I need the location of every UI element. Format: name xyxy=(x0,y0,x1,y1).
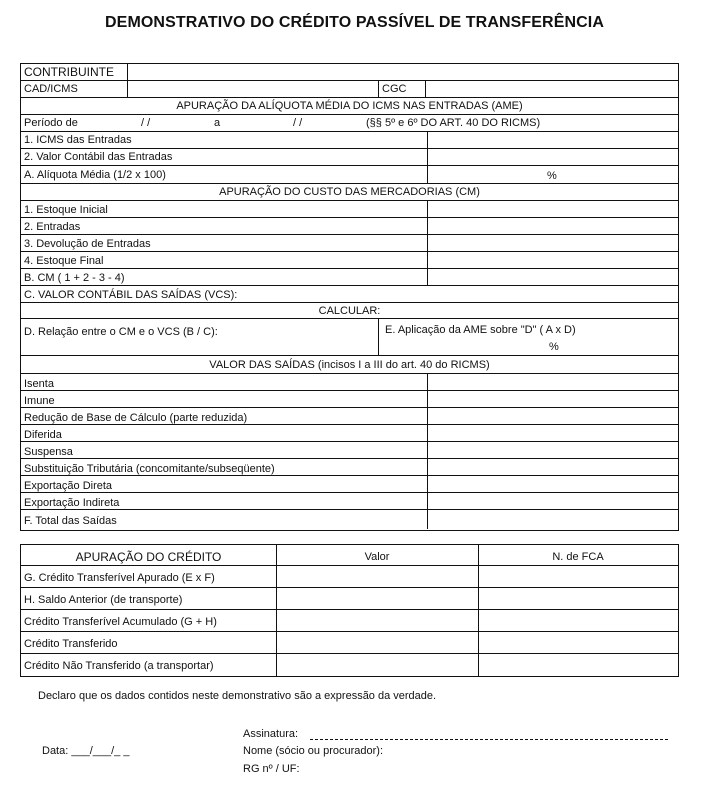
calcular-heading: CALCULAR: xyxy=(318,305,381,317)
cm-item: 2. Entradas xyxy=(24,221,81,233)
declaro-text: Declaro que os dados contidos neste demonstrativo são a expressão da verdade. xyxy=(38,690,437,702)
credito-row-label: Crédito Transferido xyxy=(24,638,118,650)
saidas-item-row xyxy=(21,425,678,442)
ame-heading: APURAÇÃO DA ALÍQUOTA MÉDIA DO ICMS NAS ENTRADAS (AME) xyxy=(176,100,523,112)
saidas-item: Redução de Base de Cálculo (parte reduzida) xyxy=(24,412,248,424)
credito-row-label: Crédito Transferível Acumulado (G + H) xyxy=(24,616,217,628)
saidas-item-row xyxy=(21,391,678,408)
d-label: D. Relação entre o CM e o VCS (B / C): xyxy=(24,326,218,338)
saidas-total-row xyxy=(21,510,678,529)
credito-row xyxy=(21,588,678,610)
saidas-item-row xyxy=(21,459,678,476)
saidas-item-row xyxy=(21,476,678,493)
saidas-heading: VALOR DAS SAÍDAS (incisos I a III do art. 40 do RICMS) xyxy=(209,359,490,371)
saidas-item: Imune xyxy=(24,395,55,407)
vcs-row xyxy=(21,286,678,303)
cgc-label: CGC xyxy=(382,83,407,95)
periodo-label: Período de xyxy=(24,117,78,129)
cm-heading: APURAÇÃO DO CUSTO DAS MERCADORIAS (CM) xyxy=(219,186,480,198)
vcs-label: C. VALOR CONTÁBIL DAS SAÍDAS (VCS): xyxy=(24,289,238,301)
credito-header-row xyxy=(21,545,678,566)
ame-heading-row xyxy=(21,98,678,115)
main-form xyxy=(20,63,679,531)
cad-cgc-row xyxy=(21,81,678,98)
cm-item-row xyxy=(21,269,678,286)
saidas-item: Diferida xyxy=(24,429,62,441)
credito-row-label: G. Crédito Transferível Apurado (E x F) xyxy=(24,572,215,584)
cm-item-row xyxy=(21,218,678,235)
ame-item-row xyxy=(21,166,678,184)
cm-item-row xyxy=(21,235,678,252)
credito-row xyxy=(21,610,678,632)
contribuinte-label: CONTRIBUINTE xyxy=(24,65,114,79)
ame-item-row xyxy=(21,132,678,149)
credito-row-label: Crédito Não Transferido (a transportar) xyxy=(24,660,214,672)
saidas-total: F. Total das Saídas xyxy=(24,515,117,527)
e-percent: % xyxy=(549,341,559,353)
nome-label: Nome (sócio ou procurador): xyxy=(243,745,384,757)
saidas-heading-row xyxy=(21,356,678,374)
credito-row xyxy=(21,654,678,676)
saidas-item-row xyxy=(21,442,678,459)
credito-row xyxy=(21,566,678,588)
cm-item-row xyxy=(21,252,678,269)
credito-row-label: H. Saldo Anterior (de transporte) xyxy=(24,594,183,606)
ame-percent: % xyxy=(547,170,557,182)
rg-label: RG nº / UF: xyxy=(243,763,300,775)
assinatura-line[interactable] xyxy=(310,739,668,740)
assinatura-label: Assinatura: xyxy=(243,728,299,740)
calcular-de-row xyxy=(21,319,678,356)
calcular-heading-row xyxy=(21,303,678,319)
cad-icms-label: CAD/ICMS xyxy=(24,83,78,95)
cm-item-row xyxy=(21,201,678,218)
saidas-item-row xyxy=(21,493,678,510)
cm-item: 1. Estoque Inicial xyxy=(24,204,108,216)
saidas-item: Exportação Direta xyxy=(24,480,113,492)
credito-row xyxy=(21,632,678,654)
e-label: E. Aplicação da AME sobre "D" ( A x D) xyxy=(385,324,576,336)
document-title: DEMONSTRATIVO DO CRÉDITO PASSÍVEL DE TRANSFERÊNCIA xyxy=(105,14,604,31)
ame-item-row xyxy=(21,149,678,166)
saidas-item: Isenta xyxy=(24,378,54,390)
periodo-row xyxy=(21,115,678,132)
periodo-ref: (§§ 5º e 6º DO ART. 40 DO RICMS) xyxy=(366,117,541,129)
cm-item: 4. Estoque Final xyxy=(24,255,104,267)
contribuinte-row xyxy=(21,64,678,81)
ame-item-2: 2. Valor Contábil das Entradas xyxy=(24,151,173,163)
saidas-item: Exportação Indireta xyxy=(24,497,120,509)
saidas-item: Substituição Tributária (concomitante/subseqüente) xyxy=(24,463,275,475)
cm-item: 3. Devolução de Entradas xyxy=(24,238,151,250)
saidas-item: Suspensa xyxy=(24,446,73,458)
periodo-to[interactable]: / / xyxy=(293,117,303,129)
cm-heading-row xyxy=(21,184,678,201)
credito-table xyxy=(20,544,679,677)
saidas-item-row xyxy=(21,408,678,425)
periodo-a: a xyxy=(214,117,221,129)
saidas-item-row xyxy=(21,374,678,391)
ame-item-1: 1. ICMS das Entradas xyxy=(24,134,132,146)
cm-item: B. CM ( 1 + 2 - 3 - 4) xyxy=(24,272,125,284)
ame-item-a: A. Alíquota Média (1/2 x 100) xyxy=(24,169,166,181)
credito-col-fca: N. de FCA xyxy=(552,551,604,563)
credito-col-apuracao: APURAÇÃO DO CRÉDITO xyxy=(75,550,222,564)
data-field[interactable]: Data: ___/___/_ _ xyxy=(42,745,130,757)
credito-col-valor: Valor xyxy=(364,551,390,563)
periodo-from[interactable]: / / xyxy=(141,117,151,129)
